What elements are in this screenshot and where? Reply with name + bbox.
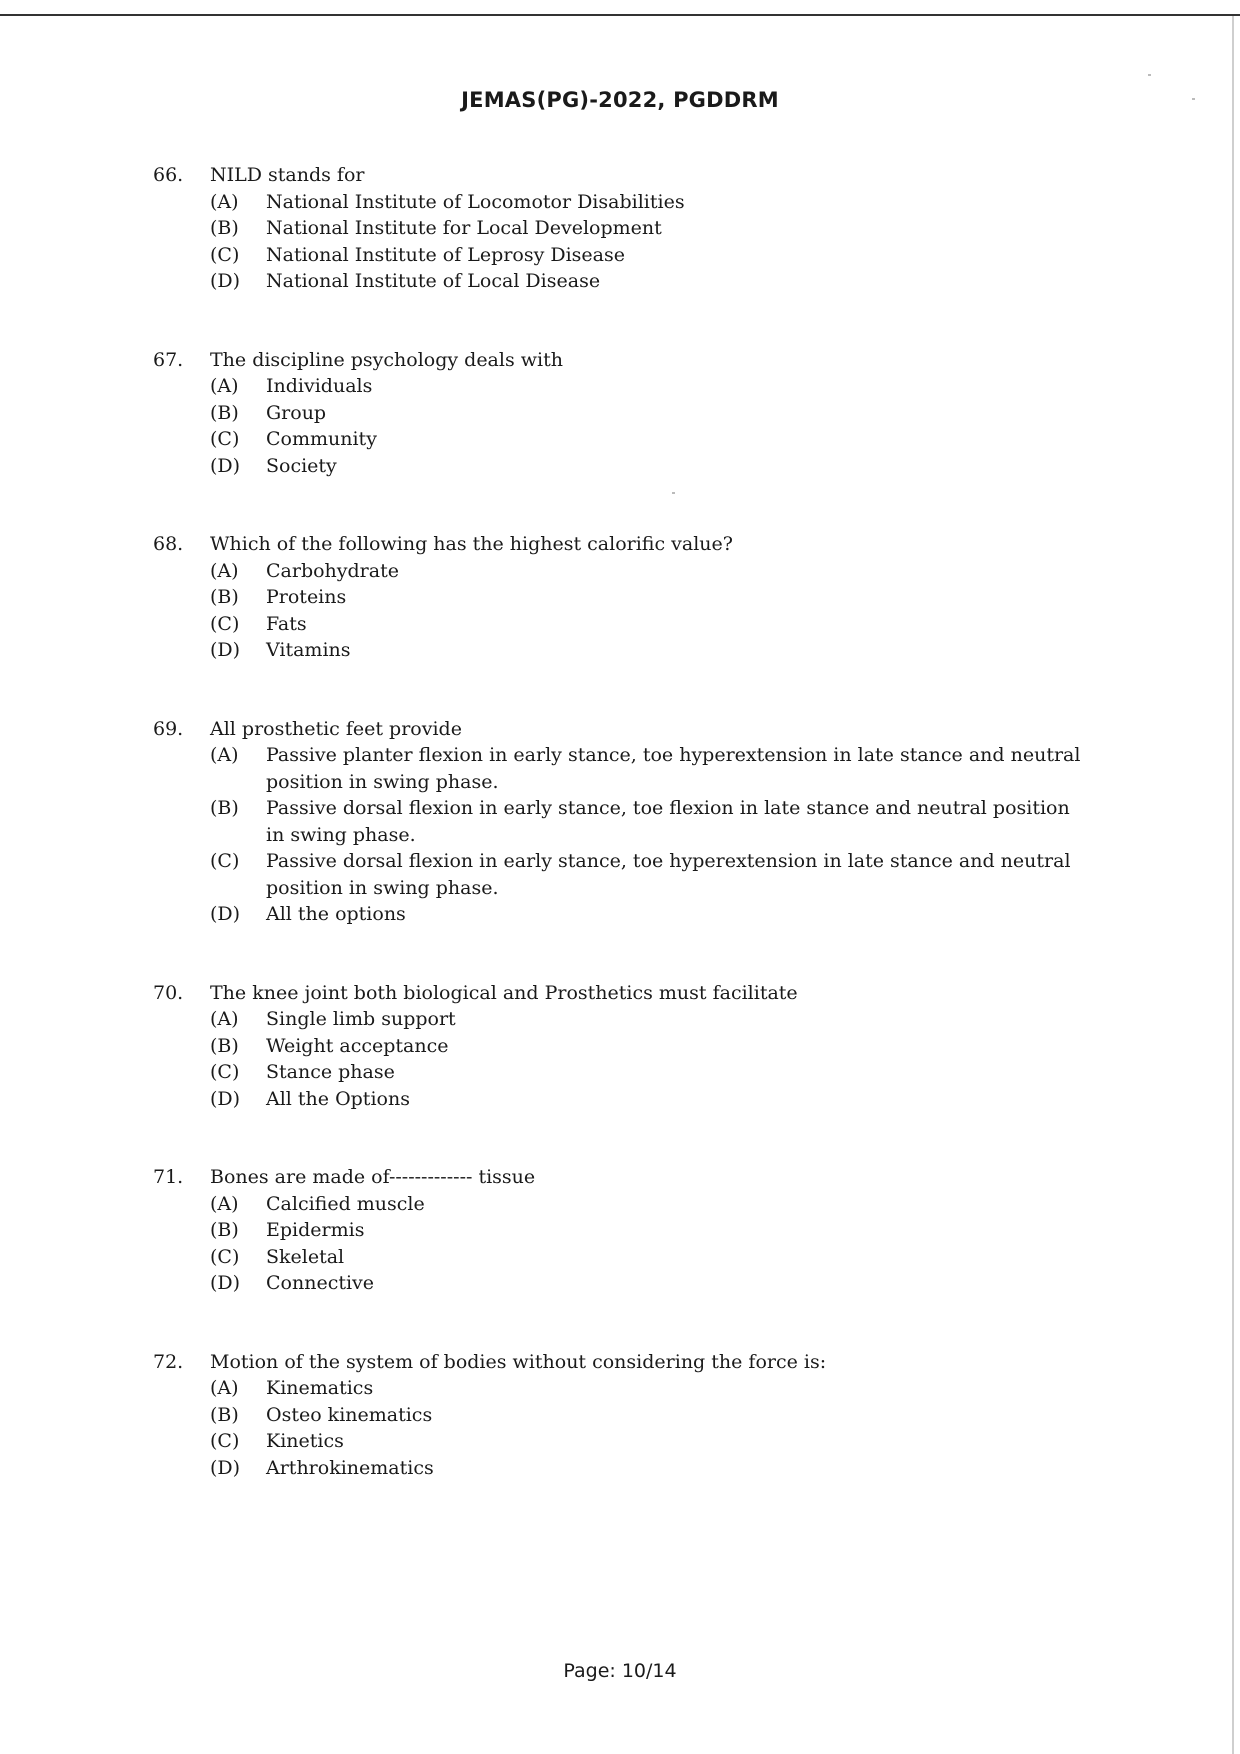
option-b — [153, 584, 1093, 611]
scan-edge-line — [1232, 16, 1234, 1754]
option-text: Community — [266, 428, 377, 450]
option-label: (B) — [210, 217, 239, 239]
option-c — [153, 1428, 1093, 1455]
question-number: 66. — [153, 164, 184, 186]
option-b — [153, 400, 1093, 427]
option-a — [153, 1006, 1093, 1033]
question-number: 72. — [153, 1350, 184, 1373]
option-label: (A) — [210, 1192, 239, 1215]
option-d — [153, 453, 1093, 480]
option-a — [153, 189, 1093, 216]
spacer — [153, 1297, 1093, 1349]
option-label: (C) — [210, 1430, 240, 1452]
spacer — [153, 1112, 1093, 1164]
question-72 — [153, 1349, 1093, 1482]
option-text: Passive dorsal flexion in early stance, toe hyperextension in late stance and neutral position in swing phase. — [266, 850, 1071, 899]
option-label: (B) — [210, 1219, 239, 1241]
option-c — [153, 848, 1093, 901]
option-text: Single limb support — [266, 1008, 456, 1030]
option-label: (C) — [210, 1245, 240, 1268]
page-number: Page: 10/14 — [563, 1660, 677, 1682]
question-number: 67. — [153, 348, 184, 371]
option-label: (B) — [210, 1403, 239, 1426]
question-66 — [153, 162, 1093, 295]
question-71 — [153, 1164, 1093, 1297]
question-text: All prosthetic feet provide — [210, 717, 462, 740]
option-d — [153, 637, 1093, 664]
option-label: (D) — [210, 1272, 241, 1294]
option-c — [153, 426, 1093, 453]
option-text: Arthrokinematics — [266, 1456, 434, 1479]
question-stem — [153, 347, 1093, 374]
option-text: Vitamins — [266, 639, 351, 661]
spacer — [153, 928, 1093, 980]
option-d — [153, 1455, 1093, 1482]
option-text: Kinematics — [266, 1377, 374, 1399]
option-b — [153, 215, 1093, 242]
question-text: The discipline psychology deals with — [210, 348, 563, 371]
option-label: (C) — [210, 1061, 240, 1083]
option-text: Society — [266, 454, 337, 477]
option-label: (B) — [210, 1034, 239, 1057]
option-label: (B) — [210, 586, 239, 608]
option-label: (B) — [210, 797, 239, 819]
option-text: Connective — [266, 1272, 375, 1294]
option-text: National Institute for Local Development — [266, 217, 662, 239]
question-68 — [153, 531, 1093, 664]
option-label: (C) — [210, 850, 240, 872]
option-label: (A) — [210, 744, 239, 766]
question-69 — [153, 716, 1093, 928]
option-label: (A) — [210, 1377, 239, 1399]
question-70 — [153, 980, 1093, 1113]
option-text: All the Options — [266, 1087, 410, 1110]
scan-speck — [1148, 74, 1151, 76]
option-label: (D) — [210, 639, 241, 661]
option-c — [153, 611, 1093, 638]
option-label: (D) — [210, 270, 241, 292]
option-text: Carbohydrate — [266, 559, 399, 582]
option-d — [153, 1086, 1093, 1113]
option-b — [153, 1402, 1093, 1429]
question-stem — [153, 531, 1093, 558]
option-c — [153, 1059, 1093, 1086]
question-text: Motion of the system of bodies without considering the force is: — [210, 1350, 827, 1373]
option-text: Passive planter flexion in early stance, toe hyperextension in late stance and neutral position in swing phase. — [266, 744, 1081, 793]
option-c — [153, 1244, 1093, 1271]
option-text: Epidermis — [266, 1219, 365, 1241]
option-b — [153, 795, 1093, 848]
option-text: Fats — [266, 612, 307, 635]
option-text: All the options — [266, 903, 406, 925]
question-stem — [153, 1349, 1093, 1376]
option-c — [153, 242, 1093, 269]
spacer — [153, 664, 1093, 716]
option-label: (C) — [210, 428, 240, 450]
option-text: Skeletal — [266, 1245, 345, 1268]
question-text: Bones are made of------------- tissue — [210, 1166, 536, 1188]
option-b — [153, 1033, 1093, 1060]
option-label: (B) — [210, 401, 239, 424]
question-number: 69. — [153, 717, 184, 740]
option-text: National Institute of Locomotor Disabilities — [266, 190, 685, 213]
option-b — [153, 1217, 1093, 1244]
question-text: NILD stands for — [210, 164, 365, 186]
question-number: 70. — [153, 981, 184, 1004]
option-text: Proteins — [266, 586, 347, 608]
option-text: National Institute of Leprosy Disease — [266, 243, 625, 266]
option-label: (D) — [210, 903, 241, 925]
option-text: Stance phase — [266, 1061, 395, 1083]
option-label: (D) — [210, 1087, 241, 1110]
spacer — [153, 479, 1093, 531]
option-a — [153, 373, 1093, 400]
option-label: (C) — [210, 612, 240, 635]
question-stem — [153, 716, 1093, 743]
option-text: Group — [266, 401, 327, 424]
option-text: Weight acceptance — [266, 1034, 449, 1057]
option-label: (D) — [210, 1456, 241, 1479]
option-text: Passive dorsal flexion in early stance, toe flexion in late stance and neutral position in swing phase. — [266, 797, 1070, 846]
option-a — [153, 1191, 1093, 1218]
spacer — [153, 295, 1093, 347]
question-67 — [153, 347, 1093, 480]
option-d — [153, 268, 1093, 295]
question-text: The knee joint both biological and Prosthetics must facilitate — [210, 981, 798, 1004]
option-d — [153, 1270, 1093, 1297]
option-label: (A) — [210, 375, 239, 397]
option-text: Calcified muscle — [266, 1192, 425, 1215]
option-label: (D) — [210, 454, 241, 477]
option-label: (A) — [210, 559, 239, 582]
question-stem — [153, 1164, 1093, 1191]
exam-title: JEMAS(PG)-2022, PGDDRM — [461, 88, 779, 112]
top-border-rule — [0, 14, 1240, 16]
question-number: 68. — [153, 533, 184, 555]
option-text: Osteo kinematics — [266, 1403, 433, 1426]
question-stem — [153, 980, 1093, 1007]
question-stem — [153, 162, 1093, 189]
option-label: (A) — [210, 1008, 239, 1030]
question-text: Which of the following has the highest calorific value? — [210, 533, 733, 555]
option-d — [153, 901, 1093, 928]
option-a — [153, 742, 1093, 795]
question-number: 71. — [153, 1166, 184, 1188]
question-list — [153, 162, 1093, 1481]
option-a — [153, 1375, 1093, 1402]
option-text: National Institute of Local Disease — [266, 270, 601, 292]
option-text: Individuals — [266, 375, 373, 397]
option-a — [153, 558, 1093, 585]
option-label: (C) — [210, 243, 240, 266]
option-text: Kinetics — [266, 1430, 344, 1452]
option-label: (A) — [210, 190, 239, 213]
